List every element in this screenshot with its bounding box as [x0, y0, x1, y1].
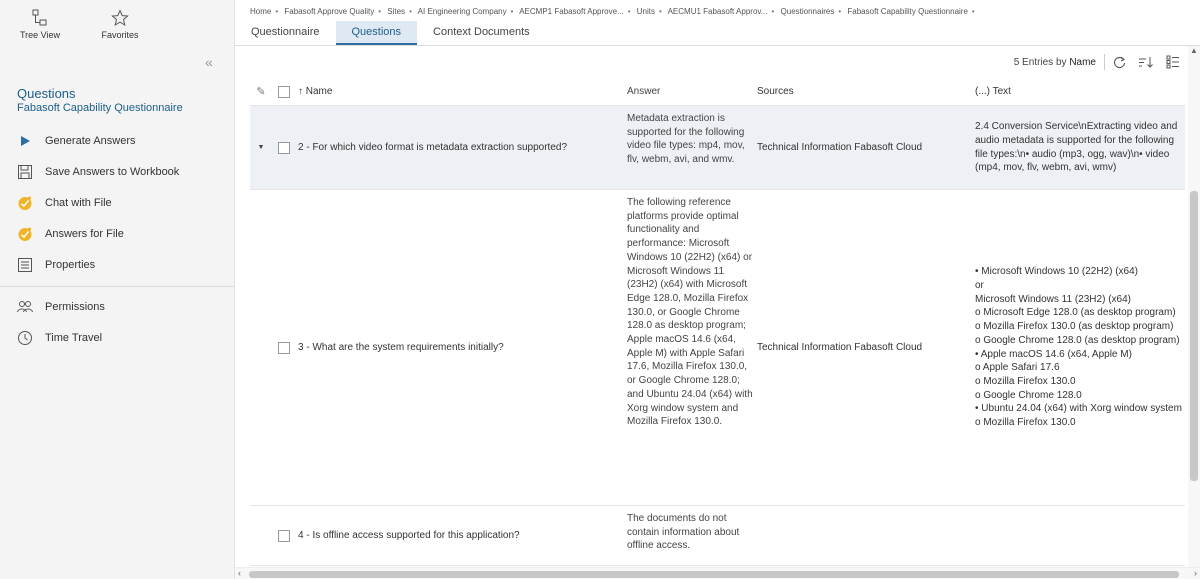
- breadcrumb-separator: •: [409, 7, 412, 16]
- breadcrumb-separator: •: [658, 7, 662, 16]
- breadcrumb: [250, 7, 979, 16]
- row-text-line: 2.4 Conversion Service\nExtracting video and audio metadata is supported for the following file types:\n• audio (mp3, ogg, wav)\n• video (mp4, mov, flv, webm, avi, wmv): [975, 121, 1178, 174]
- menu-item-label: Answers for File: [45, 227, 124, 240]
- breadcrumb-separator: •: [771, 7, 775, 16]
- section-header: [17, 86, 183, 114]
- menu-item-label: Properties: [45, 258, 96, 271]
- row-text-line: • Ubuntu 24.04 (x64) with Xorg window system: [975, 403, 1182, 415]
- row-checkbox[interactable]: [272, 106, 296, 189]
- row-name[interactable]: 2 - For which video format is metadata extraction supported?: [298, 142, 568, 153]
- menu-item-permissions[interactable]: [0, 291, 234, 322]
- breadcrumb-item[interactable]: Sites: [387, 7, 406, 16]
- menu-item-label: Save Answers to Workbook: [45, 165, 180, 178]
- horizontal-scroll-thumb[interactable]: [249, 571, 1179, 578]
- tab-questionnaire[interactable]: Questionnaire: [251, 26, 320, 38]
- section-subtitle: Fabasoft Capability Questionnaire: [17, 102, 183, 114]
- questions-list: [250, 78, 1185, 566]
- favorites-label: Favorites: [101, 30, 139, 40]
- row-sources: [757, 506, 975, 565]
- vertical-scroll-thumb[interactable]: [1190, 191, 1198, 481]
- row-text-line: • Apple macOS 14.6 (x64, Apple M): [975, 348, 1132, 360]
- row-text: [975, 190, 1185, 505]
- list-row[interactable]: [250, 506, 1185, 566]
- ai-chat-icon: [16, 194, 34, 212]
- scroll-left-icon[interactable]: ‹: [238, 568, 241, 578]
- breadcrumb-home[interactable]: Home: [250, 7, 272, 16]
- row-text-line: o Microsoft Edge 128.0 (as desktop program): [975, 307, 1176, 319]
- menu-item-label: Chat with File: [45, 196, 112, 209]
- pencil-icon[interactable]: ✎: [256, 86, 266, 98]
- breadcrumb-item[interactable]: AECMU1 Fabasoft Approv...: [667, 7, 768, 16]
- row-text-line: o Mozilla Firefox 130.0 (as desktop program): [975, 321, 1174, 333]
- column-header-name[interactable]: ↑ Name: [298, 86, 333, 97]
- tree-view-label: Tree View: [19, 30, 61, 40]
- row-name[interactable]: 4 - Is offline access supported for this application?: [298, 530, 520, 541]
- column-header-sources[interactable]: Sources: [757, 86, 794, 97]
- tree-view-button[interactable]: [0, 0, 80, 48]
- menu-item-label: Generate Answers: [45, 134, 136, 147]
- tree-view-icon: [32, 8, 48, 28]
- play-icon: [16, 132, 34, 150]
- column-header-answer[interactable]: Answer: [627, 85, 661, 97]
- action-menu: [0, 125, 234, 353]
- row-text-line: o Mozilla Firefox 130.0: [975, 375, 1076, 387]
- checkbox-box[interactable]: [278, 530, 290, 542]
- row-text: [975, 506, 1185, 565]
- tab-context-documents[interactable]: Context Documents: [433, 26, 530, 38]
- row-text-line: o Mozilla Firefox 130.0: [975, 417, 1076, 429]
- main-area: [235, 0, 1200, 579]
- entries-count: 5 Entries by: [1013, 56, 1067, 68]
- tab-questions[interactable]: Questions: [336, 21, 418, 45]
- favorites-button[interactable]: [80, 0, 160, 48]
- checkbox-box[interactable]: [278, 342, 290, 354]
- list-row[interactable]: [250, 106, 1185, 190]
- top-icon-bar: [0, 0, 234, 48]
- breadcrumb-item[interactable]: Fabasoft Capability Questionnaire: [847, 7, 968, 16]
- checkbox-box[interactable]: [278, 142, 290, 154]
- row-text: [975, 106, 1185, 189]
- select-all-checkbox[interactable]: [272, 86, 296, 98]
- time-travel-icon: [16, 329, 34, 347]
- collapse-sidebar-icon[interactable]: «: [205, 54, 213, 70]
- scroll-right-icon[interactable]: ›: [1194, 568, 1197, 578]
- horizontal-scrollbar[interactable]: [235, 567, 1200, 579]
- menu-item-label: Time Travel: [45, 331, 103, 344]
- menu-item-time-travel[interactable]: [0, 322, 234, 353]
- breadcrumb-item[interactable]: Questionnaires: [780, 7, 835, 16]
- row-checkbox[interactable]: [272, 190, 296, 505]
- save-icon: [16, 163, 34, 181]
- breadcrumb-item[interactable]: Fabasoft Approve Quality: [284, 7, 375, 16]
- menu-divider: [0, 286, 234, 287]
- expand-row-icon[interactable]: ▼: [257, 144, 265, 151]
- breadcrumb-separator: •: [275, 7, 279, 16]
- row-toggle-placeholder: [250, 506, 272, 565]
- permissions-icon: [16, 298, 34, 316]
- row-text-line: Microsoft Windows 11 (23H2) (x64): [975, 293, 1131, 305]
- breadcrumb-item[interactable]: Units: [636, 7, 655, 16]
- list-header: [250, 78, 1185, 106]
- refresh-icon[interactable]: [1113, 56, 1126, 69]
- row-answer: The documents do not contain information about offline access.: [627, 513, 740, 552]
- entries-sort-field: Name: [1069, 56, 1096, 68]
- column-header-text[interactable]: (...) Text: [975, 85, 1011, 97]
- ai-answers-icon: [16, 225, 34, 243]
- sidebar: [0, 0, 235, 579]
- breadcrumb-separator: •: [971, 7, 975, 16]
- row-text-line: o Google Chrome 128.0 (as desktop program): [975, 334, 1180, 346]
- tab-divider: [235, 45, 1200, 46]
- menu-item-chat-with-file[interactable]: [0, 187, 234, 218]
- breadcrumb-separator: •: [627, 7, 631, 16]
- scroll-up-icon[interactable]: ▲: [1190, 46, 1198, 55]
- menu-item-save-answers[interactable]: [0, 156, 234, 187]
- menu-item-properties[interactable]: [0, 249, 234, 280]
- sort-order-icon[interactable]: [1138, 56, 1154, 69]
- vertical-scrollbar[interactable]: [1188, 46, 1200, 568]
- row-text-line: o Google Chrome 128.0: [975, 389, 1082, 401]
- checkbox-box[interactable]: [278, 86, 290, 98]
- star-icon: [111, 8, 129, 28]
- row-sources: Technical Information Fabasoft Cloud: [757, 142, 923, 153]
- properties-icon: [16, 256, 34, 274]
- row-name[interactable]: 3 - What are the system requirements initially?: [298, 342, 504, 353]
- row-answer: Metadata extraction is supported for the following video file types: mp4, mov, flv, webm, avi, and wmv.: [627, 113, 745, 166]
- section-title: Questions: [17, 86, 76, 101]
- row-text-line: or: [975, 279, 984, 291]
- tab-bar: [235, 21, 546, 45]
- row-text-line: • Microsoft Windows 10 (22H2) (x64): [975, 266, 1138, 278]
- row-text-line: o Apple Safari 17.6: [975, 362, 1060, 374]
- menu-item-label: Permissions: [45, 300, 105, 313]
- entries-sort-button[interactable]: [1014, 57, 1096, 68]
- breadcrumb-separator: •: [838, 7, 842, 16]
- view-mode-icon[interactable]: [1166, 55, 1180, 69]
- breadcrumb-item[interactable]: AECMP1 Fabasoft Approve...: [519, 7, 624, 16]
- breadcrumb-separator: •: [510, 7, 514, 16]
- list-row[interactable]: [250, 190, 1185, 506]
- row-toggle-placeholder: [250, 190, 272, 505]
- breadcrumb-separator: •: [378, 7, 382, 16]
- row-sources: Technical Information Fabasoft Cloud: [757, 342, 923, 353]
- list-toolbar: [1014, 53, 1180, 71]
- breadcrumb-item[interactable]: AI Engineering Company: [417, 7, 507, 16]
- row-answer: The following reference platforms provide optimal functionality and performance: Microsoft Windows 10 (22H2) (x64) or Microsoft Windows 11 (23H2) (x64) with Microsoft Edge 128.0, Mozilla Firefox 130.0, or Google Chrome 128.0 as desktop program; Apple macOS 14.6 (x64, Apple M) with Apple Safari 17.6, Mozilla Firefox 130.0, or Google Chrome 128.0; and Ubuntu 24.04 (x64) with Xorg window system and Mozilla Firefox 130.0.: [627, 197, 753, 428]
- menu-item-answers-for-file[interactable]: [0, 218, 234, 249]
- menu-item-generate-answers[interactable]: [0, 125, 234, 156]
- toolbar-separator: [1104, 54, 1105, 70]
- row-checkbox[interactable]: [272, 506, 296, 565]
